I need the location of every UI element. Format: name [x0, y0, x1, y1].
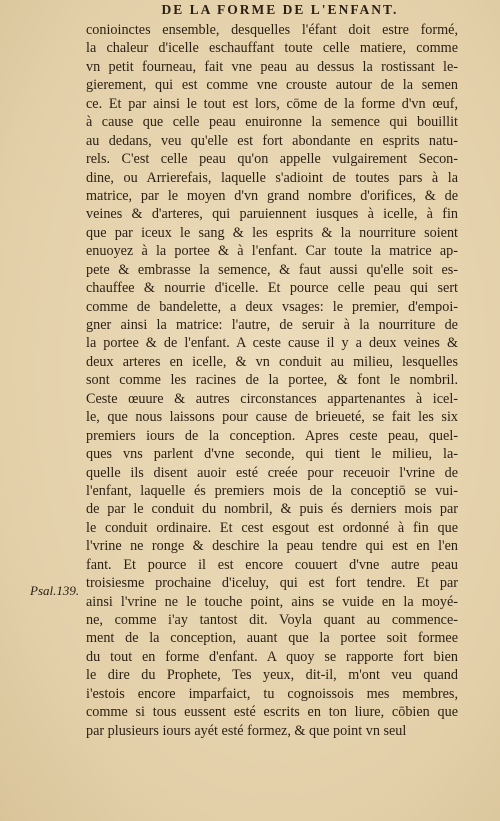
text-line: pete & embrasse la semence, & faut aussi qu'elle soit es-: [86, 261, 458, 278]
text-line: vn petit fourneau, fait vne peau au dessus la rostissant le-: [86, 58, 458, 75]
text-line: comme de bandelette, a deux vsages: le premier, d'empoi-: [86, 298, 458, 315]
text-line: ainsi l'vrine ne le touche point, ains se vuide en la moyé-: [86, 593, 458, 610]
text-line: la chaleur d'icelle eschauffant toute celle matiere, comme: [86, 40, 458, 57]
text-line: premiers iours de la conception. Apres ceste peau, quel-: [86, 427, 458, 444]
text-line: le conduit ordinaire. Et cest esgout est ordonné à fin que: [86, 519, 458, 536]
text-line: de par le conduit du nombril, & puis és derniers mois par: [86, 501, 458, 518]
text-line: matrice, par le moyen d'vn grand nombre d'orifices, & de: [86, 187, 458, 204]
text-line: l'vrine ne ronge & deschire la peau tendre qui est en l'en: [86, 538, 458, 555]
text-line: ment de la conception, auant que la portee soit formee: [86, 630, 458, 647]
text-line: Ceste œuure & autres circonstances appartenantes à icel-: [86, 390, 458, 407]
text-line: au dedans, veu qu'elle est fort abondante en esprits natu-: [86, 132, 458, 149]
text-line: du tout en forme d'enfant. A quoy se rapporte fort bien: [86, 648, 458, 665]
text-line: enuoyez à la portee & à l'enfant. Car toute la matrice ap-: [86, 243, 458, 260]
text-line: sont comme les racines de la portee, & font le nombril.: [86, 372, 458, 389]
text-line: le, que nous laissons pour cause de brieueté, se fait les six: [86, 409, 458, 426]
text-line: dine, ou Arrierefais, laquelle s'adioint de toutes pars à la: [86, 169, 458, 186]
text-line: quelle ils disent auoir esté creée pour receuoir l'vrine de: [86, 464, 458, 481]
text-line: fant. Et pource il est encore couuert d'vne autre peau: [86, 556, 458, 573]
text-line: le dire du Prophete, Tes yeux, dit-il, m'ont veu quand: [86, 667, 458, 684]
text-line: ne, comme i'ay tantost dit. Voyla quant au commence-: [86, 612, 458, 628]
text-line: conioinctes ensemble, desquelles l'éfant doit estre formé,: [86, 22, 458, 38]
text-line: ce. Et par ainsi le tout est lors, cōme de la forme d'vn œuf,: [86, 95, 458, 112]
text-line: i'estois encore imparfaict, tu cognoissois mes membres,: [86, 685, 458, 702]
text-line: la portee & de l'enfant. A ceste cause il y a deux veines &: [86, 335, 458, 352]
text-line: veines & d'arteres, qui paruiennent iusques à icelle, à fin: [86, 206, 458, 223]
text-line: deux arteres en icelle, & vn conduit au milieu, lesquelles: [86, 353, 458, 370]
text-line: à cause que celle peau enuironne la semence qui bouillit: [86, 114, 458, 131]
text-line: chauffee & nourrie d'icelle. Et pource celle peau qui sert: [86, 280, 458, 297]
text-line: par plusieurs iours ayét esté formez, & que point vn seul: [86, 722, 407, 739]
text-line: que par iceux le sang & les esprits & la nourriture soient: [86, 224, 458, 241]
text-line: l'enfant, laquelle és premiers mois de la conceptiō se vui-: [86, 482, 458, 499]
text-line: gierement, qui est comme vne crouste autour de la semen: [86, 77, 458, 94]
text-line: ques vns parlent d'vne seconde, qui tient le milieu, la-: [86, 446, 458, 463]
text-line: comme si tous eussent esté escrits en ton liure, cōbien que: [86, 704, 458, 721]
running-head: DE LA FORME DE L'ENFANT.: [161, 2, 399, 17]
body-text: [86, 21, 458, 740]
text-line: gner ainsi la matrice: l'autre, de seruir à la nourriture de: [86, 317, 458, 333]
text-line: rels. C'est celle peau qu'on appelle vulgairement Secon-: [86, 151, 458, 168]
text-line: troisiesme prochaine d'iceluy, qui est fort tendre. Et par: [86, 575, 458, 592]
margin-note: Psal.139.: [30, 583, 80, 598]
